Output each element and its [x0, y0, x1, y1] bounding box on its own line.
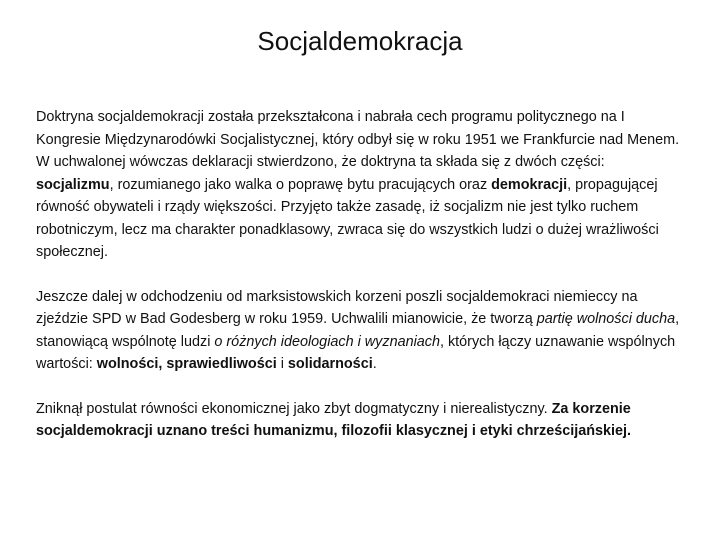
- text-run: , których łączy uznawanie wspólnych wartości:: [36, 333, 676, 372]
- text-run: , propagującej równość obywateli i rządy większości. Przyjęto także zasadę, iż socjalizm nie jest tylko ruchem robotniczym, lecz ma charakter ponadklasowy, zwraca się do wszystkich ludzi o dużej wrażliwości społecznej.: [36, 176, 659, 260]
- text-run: , rozumianego jako walka o poprawę bytu pracujących oraz: [109, 176, 492, 193]
- text-run-bold: demokracji: [491, 176, 568, 193]
- text-run-bold: wolności, sprawiedliwości: [96, 356, 277, 372]
- text-run: Doktryna socjaldemokracji została przekształcona i nabrała cech programu politycznego na I Kongresie Międzynarodówki Socjalistycznej, który odbył się w roku 1951 we Frankfurcie nad Menem. W uchwalonej wówczas deklaracji stwierdzono, że doktryna ta składa się z dwóch części:: [36, 109, 680, 170]
- text-run: Zniknął postulat równości ekonomicznej jako zbyt dogmatyczny i nierealistyczny.: [36, 400, 552, 417]
- text-run: Jeszcze dalej w odchodzeniu od marksistowskich korzeni poszli socjaldemokraci niemieccy na zjeździe SPD w Bad Godesberg w roku 1959. Uchwalili mianowicie, że tworzą: [36, 288, 638, 327]
- text-run-italic: o różnych ideologiach i wyznaniach: [214, 333, 440, 350]
- text-run-italic: partię wolności ducha: [536, 311, 676, 327]
- text-run: .: [372, 356, 377, 372]
- paragraph-3: [36, 398, 686, 443]
- text-run-bold: Za korzenie socjaldemokracji uznano treści humanizmu, filozofii klasycznej i etyki chrześcijańskiej.: [36, 400, 632, 439]
- text-run-bold: solidarności: [287, 356, 373, 372]
- slide-title: Socjaldemokracja: [257, 26, 463, 56]
- text-run: , stanowiącą wspólnotę ludzi: [36, 311, 680, 350]
- paragraph-1: [36, 106, 686, 264]
- paragraph-2: [36, 286, 686, 376]
- text-run-bold: socjalizmu: [36, 176, 110, 193]
- text-run: i: [276, 356, 288, 372]
- slide-body: [36, 106, 686, 443]
